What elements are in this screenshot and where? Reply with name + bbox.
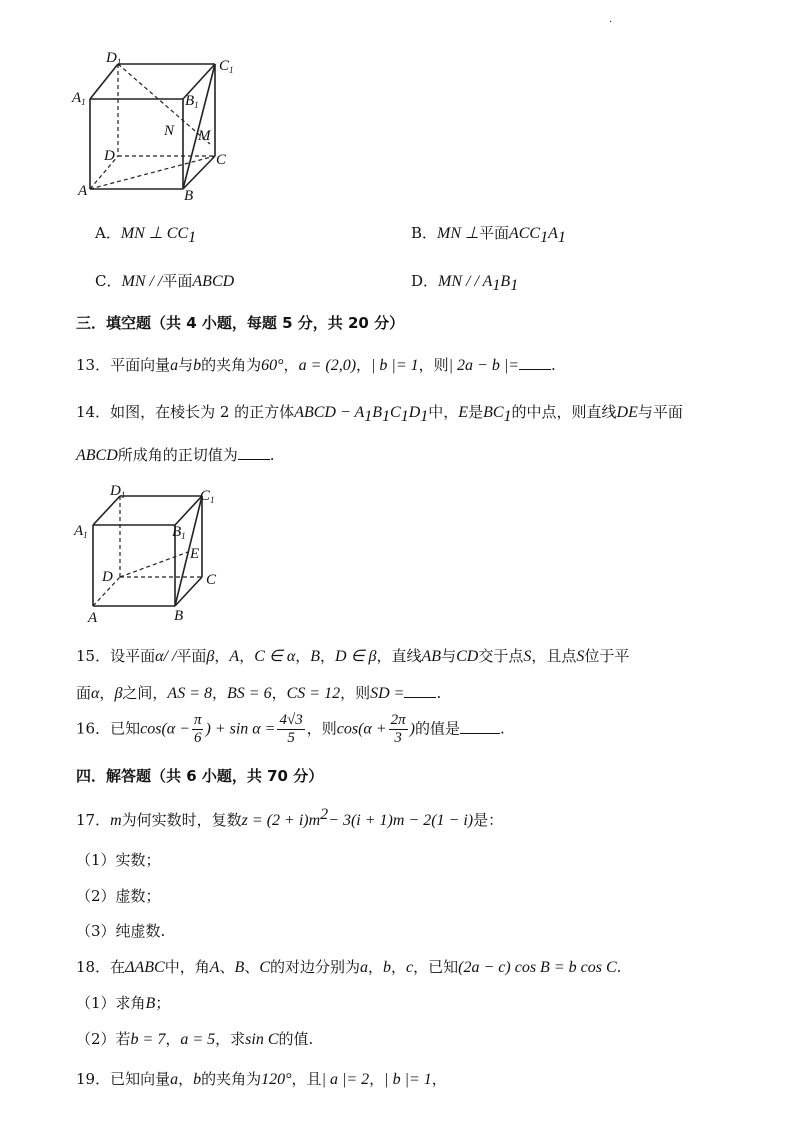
question-19: 19．已知向量a，b的夹角为120°，且| a |= 2，| b |= 1， (76, 1070, 447, 1088)
question-18-part-2: （2）若b = 7，a = 5，求sin C的值. (76, 1030, 314, 1048)
answer-blank-13 (519, 355, 551, 370)
cube-figure-2 (60, 480, 240, 630)
question-17-part-3: （3）纯虚数. (76, 922, 166, 940)
option-12-d: D．MN / / $A_1B_1$ (411, 272, 519, 294)
label-D1: $D_1$ (110, 483, 126, 500)
question-17: 17．m为何实数时，复数$z = (2 + i)m^2- 3(i + 1)m - 2(1 - i)$是： (76, 806, 504, 829)
question-13: 13．平面向量a与b的夹角为60°，a = (2,0)，| b |= 1，则| 2a − b |= . (76, 356, 556, 374)
label-B1: $B_1$ (172, 524, 186, 541)
question-17-part-2: （2）虚数； (76, 887, 161, 905)
label-B1: $B_1$ (185, 93, 199, 110)
label-C: C (216, 152, 227, 168)
section-4-title: 四．解答题（共 6 小题，共 70 分） (76, 767, 324, 785)
page-dot: . (609, 14, 613, 25)
question-18: 18．在ΔABC中，角A、B、C的对边分别为a，b，c，已知(2a − c) cos B = b cos C. (76, 958, 622, 976)
label-C1: $C_1$ (219, 58, 234, 75)
label-A1: $A_1$ (74, 523, 88, 540)
label-C1: $C_1$ (200, 488, 215, 505)
question-17-part-1: （1）实数； (76, 851, 161, 869)
label-D1: $D_1$ (106, 50, 122, 67)
label-D: D (104, 148, 115, 164)
answer-blank-14 (238, 445, 270, 460)
question-18-part-1: （1）求角B； (76, 994, 171, 1012)
section-3-title: 三．填空题（共 4 小题，每题 5 分，共 20 分） (76, 314, 405, 332)
label-E: E (190, 546, 200, 562)
label-N: N (164, 123, 175, 139)
answer-blank-15 (404, 683, 436, 698)
label-A: A (88, 610, 98, 626)
label-B: B (174, 608, 184, 624)
cube-figure-1 (60, 44, 250, 204)
label-C: C (206, 572, 217, 588)
label-A: A (78, 183, 88, 199)
option-12-b: B．MN ⊥平面$ACC_1A_1$ (411, 224, 566, 246)
label-B: B (184, 188, 194, 204)
label-A1: $A_1$ (72, 90, 86, 107)
question-14-line-1: 14．如图，在棱长为 2 的正方体ABCD − $A_1B_1C_1D_1$中，E是$BC_1$的中点，则直线DE与平面 (76, 403, 683, 425)
label-D: D (102, 569, 113, 585)
option-12-a: A．MN ⊥ $CC_1$ (95, 224, 197, 246)
answer-blank-16 (460, 719, 500, 734)
label-M: M (198, 128, 211, 144)
question-15-line-2: 面α，β之间，AS = 8，BS = 6，CS = 12，则SD = . (76, 684, 442, 702)
question-15-line-1: 15．设平面α/ /平面β，A，C ∈ α，B，D ∈ β，直线AB与CD交于点S，且点S位于平 (76, 647, 630, 665)
question-16: 16．已知cos(α − $\frac{\pi}{6}$ ) + sin α = $\frac{4√3}{5}$ ，则cos(α + $\frac{2\pi}{3}$ )的值是 . (76, 712, 505, 746)
option-12-c: C．MN / /平面ABCD (95, 272, 235, 290)
question-14-line-2: ABCD所成角的正切值为 . (76, 446, 275, 464)
